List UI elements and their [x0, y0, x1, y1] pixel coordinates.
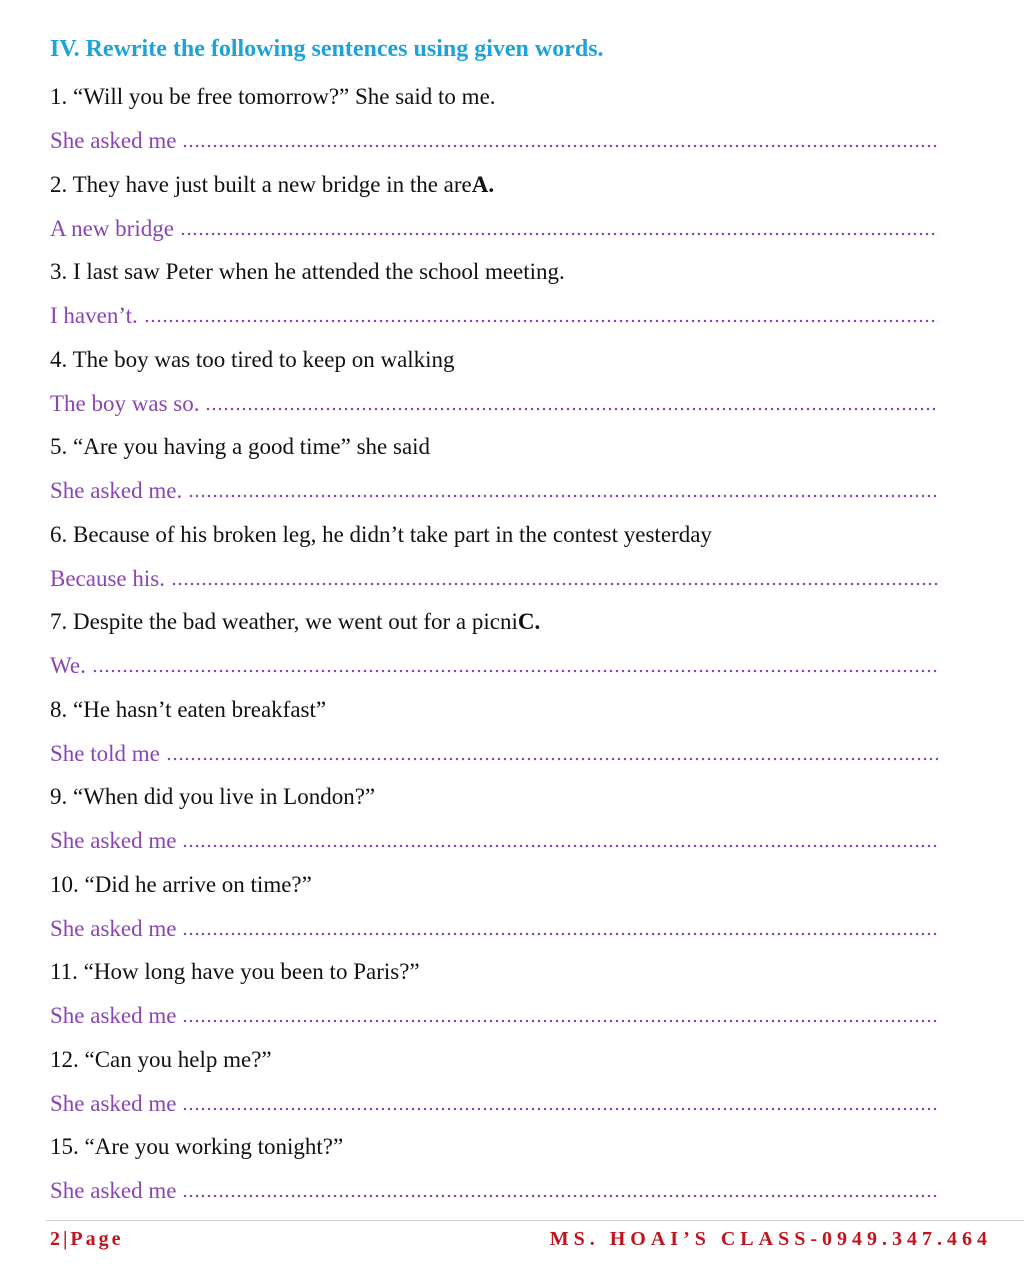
answer-prompt: We.: [50, 653, 86, 678]
exercise-heading: IV. Rewrite the following sentences using given words.: [50, 36, 604, 62]
answer-prompt: She asked me: [50, 915, 177, 941]
question-text: 11. “How long have you been to Paris?”: [50, 959, 420, 984]
question-text: 1. “Will you be free tomorrow?” She said to me.: [50, 84, 496, 109]
answer-line-3[interactable]: [50, 301, 938, 331]
answer-line-6[interactable]: [50, 564, 938, 594]
answer-line-10[interactable]: [50, 914, 938, 944]
answer-line-13[interactable]: [50, 1176, 938, 1206]
answer-blank-dots[interactable]: [92, 668, 938, 674]
answer-line-8[interactable]: [50, 739, 938, 769]
page-number: 2|Page: [50, 1228, 124, 1250]
question-1: [50, 82, 496, 112]
question-text: 15. “Are you working tonight?”: [50, 1134, 344, 1159]
answer-prompt: I haven’t.: [50, 303, 138, 328]
question-6: [50, 520, 712, 550]
answer-prompt: The boy was so.: [50, 390, 200, 416]
question-text-bold: A.: [471, 171, 495, 197]
class-contact-info: MS. HOAI’S CLASS-0949.347.464: [549, 1228, 992, 1250]
answer-line-9[interactable]: [50, 826, 938, 856]
answer-blank-dots[interactable]: [182, 1106, 938, 1112]
answer-line-12[interactable]: [50, 1089, 938, 1119]
question-text: 3. I last saw Peter when he attended the school meeting.: [50, 259, 565, 284]
answer-blank-dots[interactable]: [188, 493, 938, 499]
answer-blank-dots[interactable]: [182, 843, 938, 849]
question-13: [50, 1132, 343, 1162]
answer-prompt: She asked me: [50, 1178, 177, 1203]
answer-line-4[interactable]: [50, 389, 938, 419]
answer-blank-dots[interactable]: [171, 581, 938, 587]
answer-prompt: Because his.: [50, 565, 165, 591]
answer-blank-dots[interactable]: [182, 1018, 938, 1024]
answer-line-7[interactable]: [50, 651, 938, 681]
answer-prompt: She asked me: [50, 828, 177, 853]
question-text: 8. “He hasn’t eaten breakfast”: [50, 696, 327, 722]
question-3: [50, 257, 565, 287]
answer-prompt: She told me: [50, 740, 160, 766]
answer-blank-dots[interactable]: [180, 231, 938, 237]
answer-line-5[interactable]: [50, 476, 938, 506]
question-text: 4. The boy was too tired to keep on walking: [50, 346, 455, 372]
answer-prompt: She asked me: [50, 128, 177, 153]
footer-divider: [46, 1220, 1024, 1221]
question-7: [50, 607, 540, 637]
question-text: 2. They have just built a new bridge in the are: [50, 171, 472, 197]
question-8: [50, 695, 326, 725]
answer-blank-dots[interactable]: [182, 1193, 938, 1199]
question-text-bold: C.: [517, 609, 541, 634]
question-text: 12. “Can you help me?”: [50, 1046, 272, 1072]
answer-blank-dots[interactable]: [166, 756, 938, 762]
question-2: [50, 170, 494, 200]
answer-prompt: She asked me: [50, 1090, 177, 1116]
question-text: 10. “Did he arrive on time?”: [50, 871, 312, 897]
answer-line-2[interactable]: [50, 214, 938, 244]
answer-line-11[interactable]: [50, 1001, 938, 1031]
answer-prompt: She asked me.: [50, 478, 183, 503]
answer-line-1[interactable]: [50, 126, 938, 156]
question-text: 7. Despite the bad weather, we went out for a picni: [50, 609, 518, 634]
question-text: 5. “Are you having a good time” she said: [50, 434, 431, 459]
question-text: 6. Because of his broken leg, he didn’t take part in the contest yesterday: [50, 521, 712, 547]
question-11: [50, 957, 420, 987]
question-4: [50, 345, 455, 375]
answer-blank-dots[interactable]: [182, 143, 938, 149]
question-10: [50, 870, 312, 900]
answer-blank-dots[interactable]: [144, 318, 938, 324]
question-text: 9. “When did you live in London?”: [50, 784, 376, 809]
question-5: [50, 432, 430, 462]
answer-blank-dots[interactable]: [182, 931, 938, 937]
answer-prompt: A new bridge: [50, 215, 174, 241]
question-12: [50, 1045, 272, 1075]
answer-prompt: She asked me: [50, 1003, 177, 1028]
question-9: [50, 782, 375, 812]
answer-blank-dots[interactable]: [205, 406, 938, 412]
